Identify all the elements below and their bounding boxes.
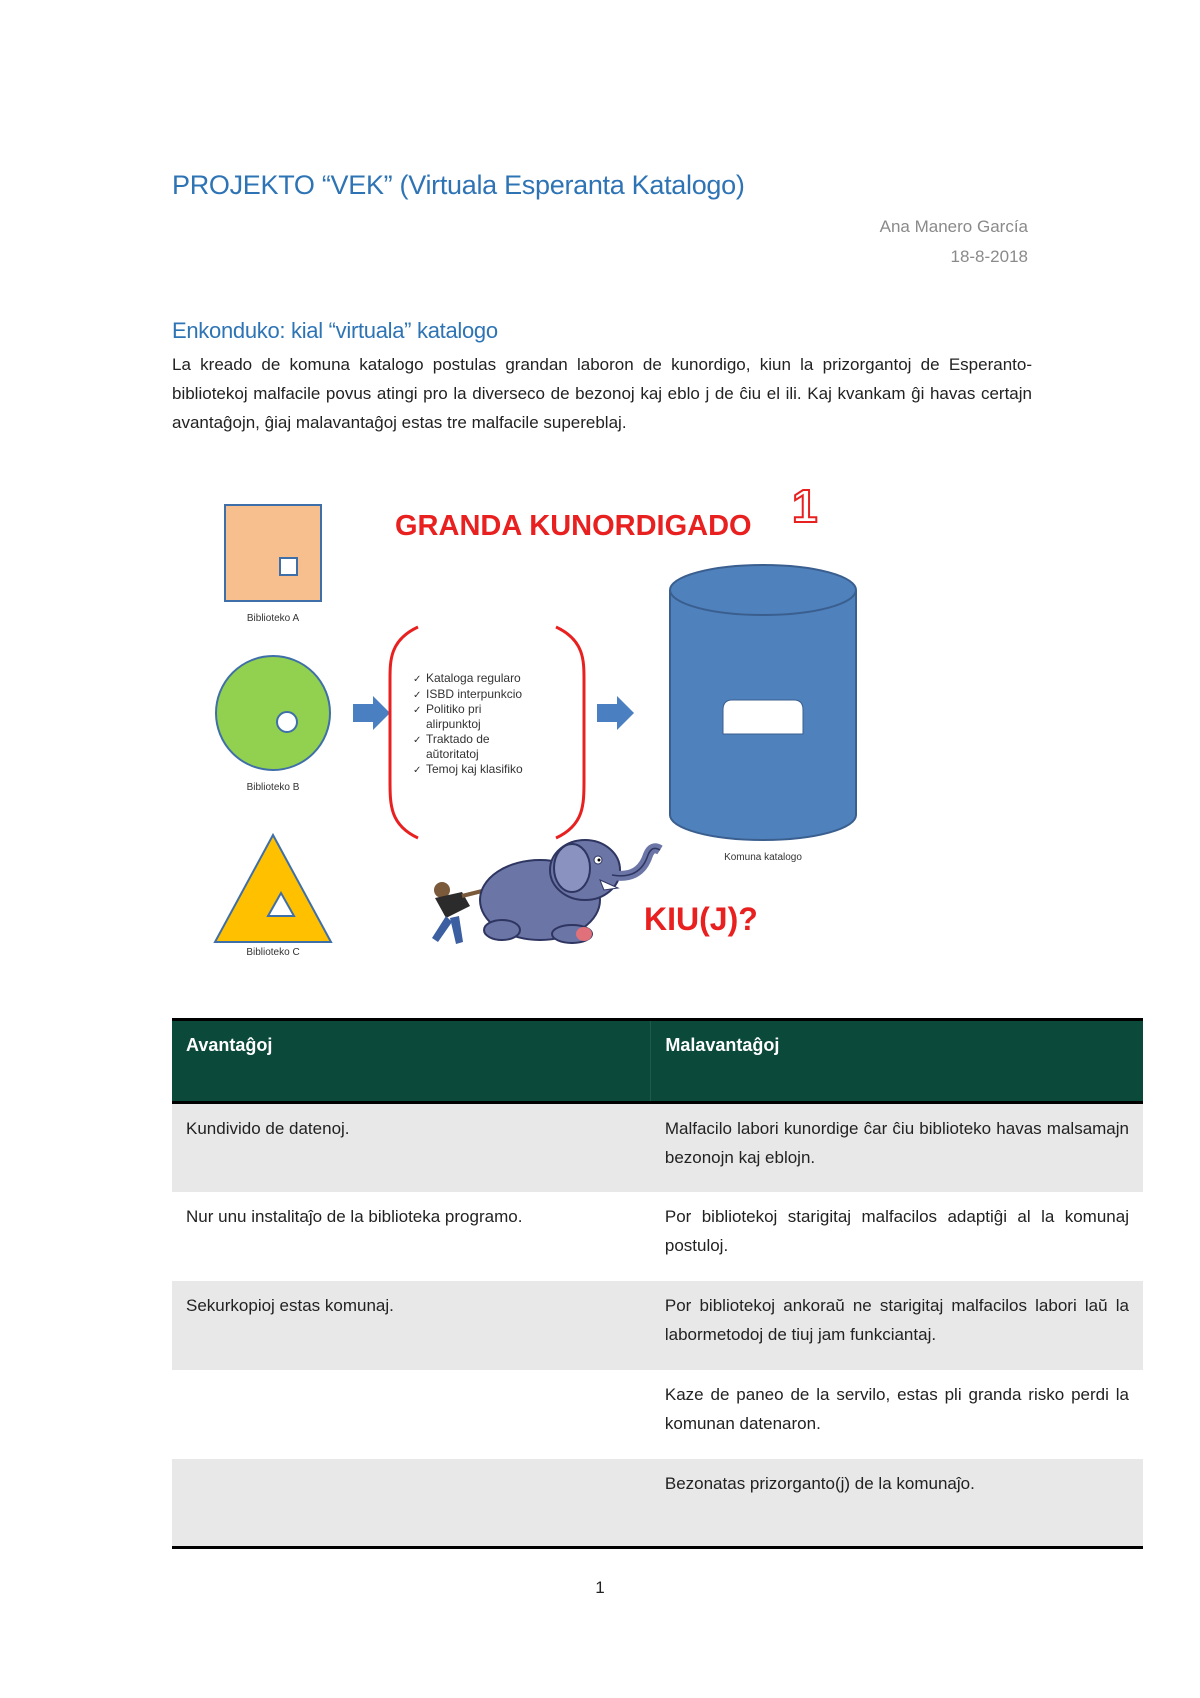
check-icon: ✓ [413, 765, 422, 776]
library-c-triangle-icon [215, 835, 331, 942]
advantage-cell [172, 1370, 651, 1459]
footnote-mark: 1 [792, 480, 818, 532]
advantage-cell: Nur unu instalitaĵo de la biblioteka programo. [186, 1206, 523, 1226]
advantage-cell [172, 1459, 651, 1548]
table-row [172, 1192, 1143, 1281]
table-row [172, 1103, 1143, 1192]
disadvantage-cell: Por bibliotekoj ankoraŭ ne starigitaj malfacilos labori laŭ la labormetodoj de tiuj jam funkciantaj. [664, 1295, 1129, 1344]
author-block [880, 212, 1028, 272]
author-name: Ana Manero García [879, 217, 1028, 236]
right-bracket [556, 627, 584, 838]
checklist-item: Traktado de [426, 732, 490, 746]
header-disadvantages: Malavantaĝoj [651, 1020, 1143, 1103]
library-a-square-icon [225, 505, 321, 601]
arrow-right-icon [597, 696, 634, 730]
database-label: Komuna katalogo [724, 852, 802, 863]
check-icon: ✓ [413, 735, 422, 746]
advantage-cell: Sekurkopioj estas komunaj. [186, 1295, 394, 1315]
checklist-item: Politiko pri [426, 702, 482, 716]
document-date: 18-8-2018 [950, 247, 1028, 266]
question-text: KIU(J)? [644, 901, 758, 937]
checklist-item: ISBD interpunkcio [426, 687, 523, 701]
table-row [172, 1281, 1143, 1370]
section-heading: Enkonduko: kial “virtuala” katalogo [172, 318, 498, 343]
header-advantages: Avantaĝoj [172, 1020, 651, 1103]
coordination-illustration [200, 460, 940, 980]
disadvantage-cell: Kaze de paneo de la servilo, estas pli granda risko perdi la komunan datenaron. [664, 1384, 1129, 1433]
page-number: 1 [595, 1578, 605, 1597]
disadvantage-cell: Bezonatas prizorganto(j) de la komunaĵo. [651, 1459, 1143, 1548]
table-header-row [172, 1020, 1143, 1103]
intro-paragraph: La kreado de komuna katalogo postulas grandan laboron de kunordigo, kiun la prizorgantoj de Esperanto-bibliotekoj malfacile povus atingi pro la diverseco de bezonoj kaj eblo j de ĉiu el ili. Kaj kvankam ĝi havas certajn avantaĝojn, ĝiaj malavantaĝoj estas tre malfacile supereblaj. [172, 355, 1032, 432]
advantage-cell: Kundivido de datenoj. [186, 1119, 350, 1138]
arrow-right-icon [353, 696, 390, 730]
checklist-item: aŭtoritatoj [426, 747, 479, 761]
checklist-item: alirpunktoj [426, 717, 481, 731]
headline-text: GRANDA KUNORDIGADO [395, 510, 752, 542]
checklist-item: Kataloga regularo [426, 671, 521, 685]
checklist-item: Temoj kaj klasifiko [426, 762, 523, 776]
table-row [172, 1370, 1143, 1459]
pros-cons-table-wrapper [172, 1018, 1143, 1549]
database-cylinder-icon [670, 565, 856, 840]
document-title: PROJEKTO “VEK” (Virtuala Esperanta Katalogo) [172, 170, 745, 200]
pros-cons-table [172, 1018, 1143, 1549]
check-icon: ✓ [413, 705, 422, 716]
library-a-label: Biblioteko A [246, 613, 300, 624]
illustration-svg [200, 460, 940, 980]
check-icon: ✓ [413, 674, 422, 685]
library-b-label: Biblioteko B [246, 782, 300, 793]
table-row [172, 1459, 1143, 1548]
requirements-checklist [413, 671, 523, 776]
library-c-label: Biblioteko C [246, 947, 300, 958]
disadvantage-cell: Por bibliotekoj starigitaj malfacilos adaptiĝi al la komunaj postuloj. [664, 1206, 1129, 1255]
library-b-circle-icon [216, 656, 330, 770]
left-bracket [390, 627, 418, 838]
person-pushing-elephant-icon [432, 840, 660, 944]
check-icon: ✓ [413, 690, 422, 701]
disadvantage-cell: Malfacilo labori kunordige ĉar ĉiu biblioteko havas malsamajn bezonojn kaj eblojn. [664, 1119, 1129, 1167]
